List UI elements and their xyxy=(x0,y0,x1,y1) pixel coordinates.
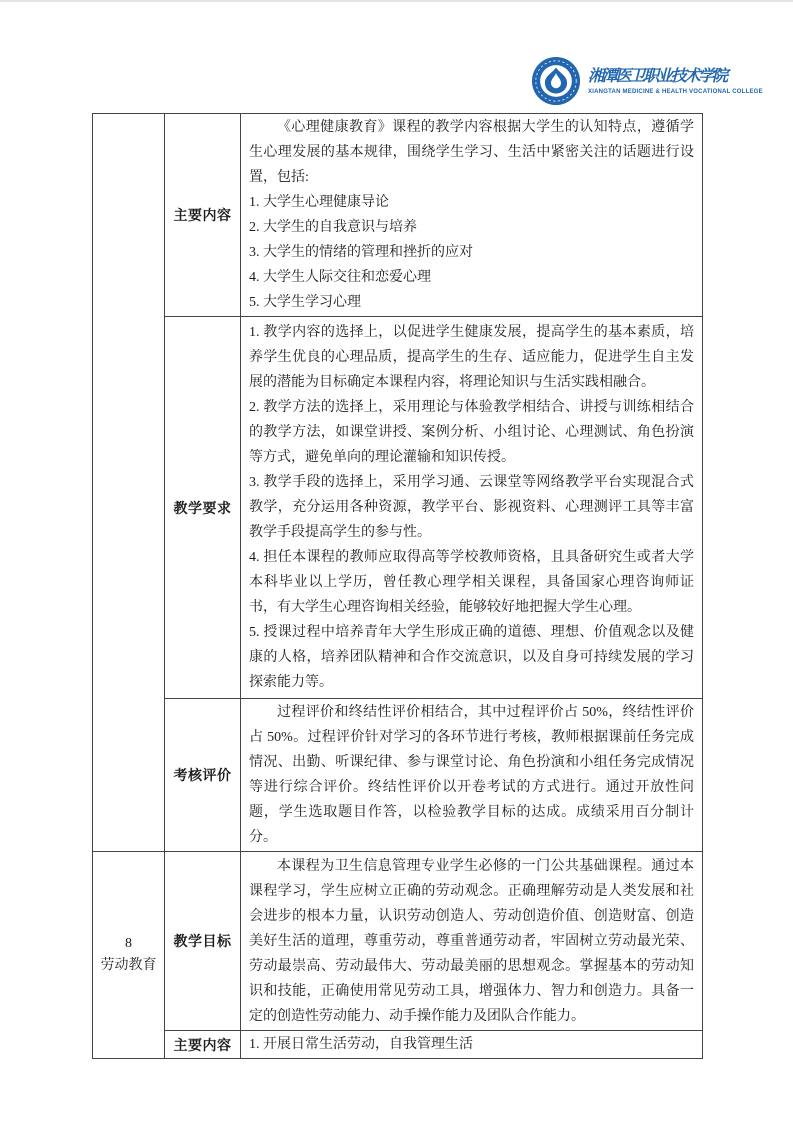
list-item: 1. 开展日常生活劳动，自我管理生活 xyxy=(249,1037,473,1052)
paragraph: 过程评价和终结性评价相结合，其中过程评价占 50%，终结性评价占 50%。过程评价针对学习的各环节进行考核，教师根据课前任务完成情况、出勤、听课纪律、参与课堂讨论、角色扮演和小组任务完成情况等进行综合评价。终结性评价以开卷考试的方式进行。通过开放性问题，学生选取题目作答，以检验教学目标的达成。成绩采用百分制计分。 xyxy=(249,705,694,845)
page-top-divider xyxy=(0,0,793,2)
college-name-zh: 湘潭医卫职业技术学院 xyxy=(588,68,727,85)
list-item: 2. 教学方法的选择上，采用理论与体验教学相结合、讲授与训练相结合的教学方法，如课堂讲授、案例分析、小组讨论、心理测试、角色扮演等方式，避免单向的理论灌输和知识传授。 xyxy=(249,400,694,465)
list-item: 3. 教学手段的选择上，采用学习通、云课堂等网络教学平台实现混合式教学，充分运用各种资源，教学平台、影视资料、心理测评工具等丰富教学手段提高学生的参与性。 xyxy=(249,475,694,540)
table-row-main-content-7 xyxy=(93,114,703,317)
row-label-teaching-requirements: 教学要求 xyxy=(165,317,241,699)
list-item: 1. 教学内容的选择上，以促进学生健康发展，提高学生的基本素质，培养学生优良的心理品质，提高学生的生存、适应能力，促进学生自主发展的潜能为目标确定本课程内容，将理论知识与生活实践相融合。 xyxy=(249,325,694,390)
college-name-block xyxy=(588,66,763,96)
course-cell-empty xyxy=(93,114,165,852)
content-assessment xyxy=(241,699,703,852)
paragraph: 《心理健康教育》课程的教学内容根据大学生的认知特点，遵循学生心理发展的基本规律，围绕学生学习、生活中紧密关注的话题进行设置，包括: xyxy=(249,120,694,185)
list-item: 5. 授课过程中培养青年大学生形成正确的道德、理想、价值观念以及健康的人格，培养团队精神和合作交流意识，以及自身可持续发展的学习探索能力等。 xyxy=(249,625,694,690)
table-row-main-content-8 xyxy=(93,1031,703,1059)
college-name-en: XIANGTAN MEDICINE & HEALTH VOCATIONAL COLLEGE xyxy=(588,89,763,95)
list-item: 4. 大学生人际交往和恋爱心理 xyxy=(249,270,431,285)
content-teaching-requirements xyxy=(241,317,703,699)
row-label-assessment: 考核评价 xyxy=(165,699,241,852)
row-label-main-content: 主要内容 xyxy=(165,114,241,317)
list-item: 3. 大学生的情绪的管理和挫折的应对 xyxy=(249,245,473,260)
table-row-assessment xyxy=(93,699,703,852)
content-main-content-8 xyxy=(241,1031,703,1059)
paragraph: 本课程为卫生信息管理专业学生必修的一门公共基础课程。通过本课程学习，学生应树立正确的劳动观念。正确理解劳动是人类发展和社会进步的根本力量，认识劳动创造人、劳动创造价值、创造财富、创造美好生活的道理，尊重劳动，尊重普通劳动者，牢固树立劳动最光荣、劳动最崇高、劳动最伟大、劳动最美丽的思想观念。掌握基本的劳动知识和技能，正确使用常见劳动工具，增强体力、智力和创造力。具备一定的创造性劳动能力、动手操作能力及团队合作能力。 xyxy=(249,858,694,1024)
course-title: 劳动教育 xyxy=(100,958,157,973)
syllabus-table xyxy=(92,113,703,1059)
row-label-main-content-8: 主要内容 xyxy=(165,1031,241,1059)
content-teaching-objectives xyxy=(241,852,703,1031)
list-item: 1. 大学生心理健康导论 xyxy=(249,195,389,210)
course-cell-labor-education xyxy=(93,852,165,1059)
list-item: 5. 大学生学习心理 xyxy=(249,295,361,310)
college-emblem-icon xyxy=(531,56,581,106)
course-number: 8 xyxy=(125,936,132,951)
college-logo xyxy=(531,56,763,106)
content-main-content-7 xyxy=(241,114,703,317)
list-item: 4. 担任本课程的教师应取得高等学校教师资格，且具备研究生或者大学本科毕业以上学历，曾任教心理学相关课程，具备国家心理咨询师证书，有大学生心理咨询相关经验，能够较好地把握大学生心理。 xyxy=(249,550,694,615)
table-row-teaching-objectives-8 xyxy=(93,852,703,1031)
row-label-teaching-objectives: 教学目标 xyxy=(165,852,241,1031)
table-row-teaching-requirements xyxy=(93,317,703,699)
list-item: 2. 大学生的自我意识与培养 xyxy=(249,220,417,235)
